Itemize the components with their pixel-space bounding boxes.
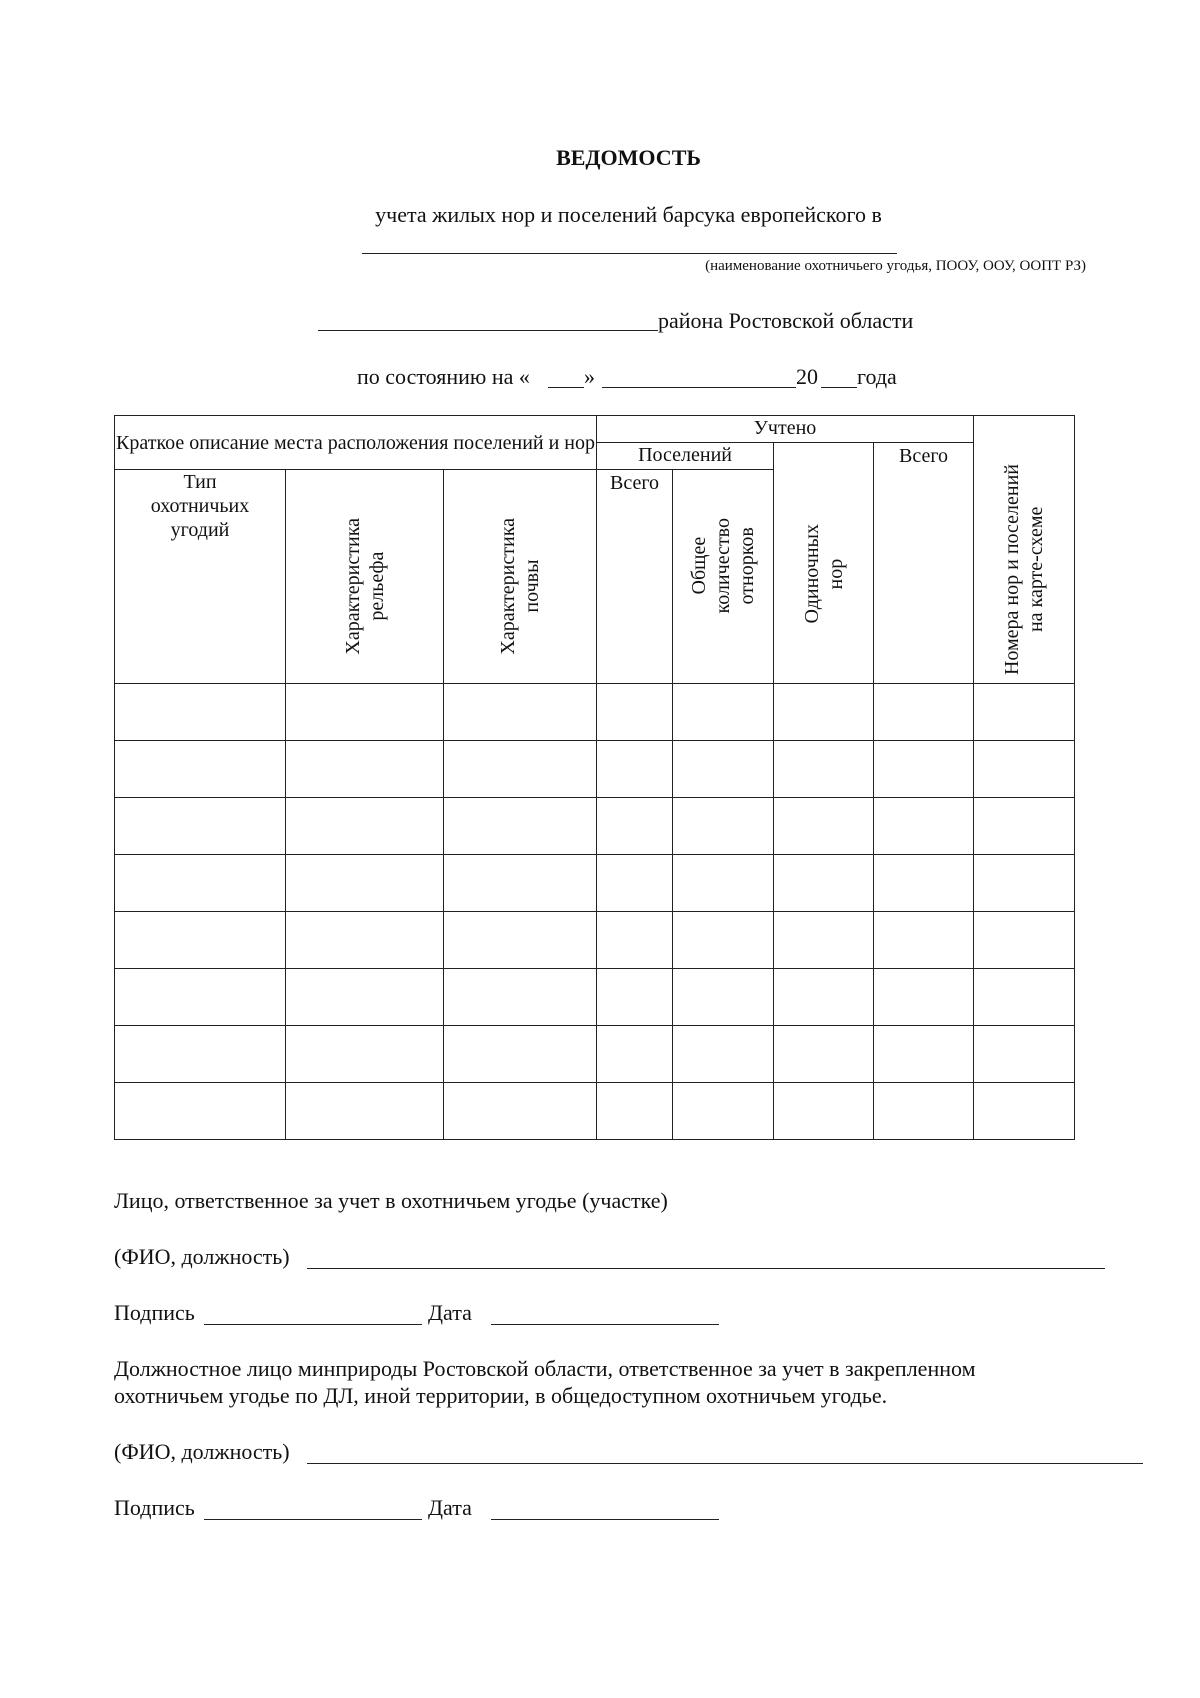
table-cell[interactable]: [286, 684, 444, 741]
date-line[interactable]: [491, 1324, 719, 1325]
header-relief: [286, 470, 444, 684]
table-cell[interactable]: [673, 1026, 774, 1083]
table-cell[interactable]: [774, 912, 874, 969]
date-year-line[interactable]: [821, 387, 857, 388]
table-cell[interactable]: [597, 684, 673, 741]
table-cell[interactable]: [115, 855, 286, 912]
district-name-line[interactable]: [318, 330, 658, 331]
table-cell[interactable]: [597, 1083, 673, 1140]
official-label-line1: Должностное лицо минприроды Ростовской области, ответственное за учет в закрепленном: [114, 1356, 976, 1381]
table-cell[interactable]: [673, 969, 774, 1026]
table-cell[interactable]: [286, 1083, 444, 1140]
table-row: [115, 855, 1075, 912]
header-map-numbers-text: Номера нор и поселений на карте-схеме: [1001, 463, 1048, 675]
table-cell[interactable]: [115, 798, 286, 855]
hunting-ground-name-line[interactable]: [362, 253, 897, 254]
header-hunting-type: Тип охотничьих угодий: [115, 470, 286, 684]
table-cell[interactable]: [974, 912, 1075, 969]
header-settlements-group: Поселений: [597, 443, 774, 470]
date-day-line[interactable]: [548, 387, 584, 388]
responsible-person-label: Лицо, ответственное за учет в охотничьем угодье (участке): [114, 1188, 668, 1213]
signature-label-2: Подпись: [114, 1495, 195, 1520]
header-counted-group: Учтено: [597, 416, 974, 443]
table-cell[interactable]: [774, 1083, 874, 1140]
header-description-text: Краткое описание места расположения поселений и нор: [116, 431, 596, 454]
signature-label: Подпись: [114, 1300, 195, 1325]
table-row: [115, 1026, 1075, 1083]
table-cell[interactable]: [673, 855, 774, 912]
table-row: [115, 1083, 1075, 1140]
table-cell[interactable]: [597, 798, 673, 855]
date-prefix: по состоянию на «: [357, 364, 530, 389]
table-cell[interactable]: [597, 741, 673, 798]
signature-line-2[interactable]: [204, 1519, 422, 1520]
census-table: [114, 415, 1075, 1140]
table-cell[interactable]: [115, 912, 286, 969]
table-cell[interactable]: [874, 855, 974, 912]
header-description-group: [115, 416, 597, 470]
table-cell[interactable]: [444, 969, 597, 1026]
fio-line[interactable]: [307, 1268, 1105, 1269]
table-cell[interactable]: [673, 741, 774, 798]
table-cell[interactable]: [673, 684, 774, 741]
table-cell[interactable]: [974, 855, 1075, 912]
table-cell[interactable]: [874, 1083, 974, 1140]
table-cell[interactable]: [774, 741, 874, 798]
table-row: [115, 912, 1075, 969]
table-cell[interactable]: [115, 1083, 286, 1140]
document-title: ВЕДОМОСТЬ: [556, 145, 701, 170]
table-cell[interactable]: [673, 798, 774, 855]
table-row: [115, 684, 1075, 741]
table-row: [115, 969, 1075, 1026]
table-cell[interactable]: [774, 969, 874, 1026]
table-cell[interactable]: [286, 912, 444, 969]
header-map-numbers: [974, 416, 1075, 684]
header-soil-text: Характеристика почвы: [497, 518, 543, 655]
table-cell[interactable]: [286, 741, 444, 798]
table-cell[interactable]: [774, 684, 874, 741]
table-cell[interactable]: [774, 798, 874, 855]
table-cell[interactable]: [444, 912, 597, 969]
date-year-prefix: 20: [796, 364, 818, 389]
table-cell[interactable]: [286, 798, 444, 855]
table-cell[interactable]: [597, 969, 673, 1026]
header-total-settlements: Всего: [597, 470, 673, 684]
date-quote-close: »: [584, 364, 595, 389]
table-cell[interactable]: [673, 1083, 774, 1140]
table-cell[interactable]: [597, 855, 673, 912]
table-cell[interactable]: [974, 1026, 1075, 1083]
table-cell[interactable]: [974, 684, 1075, 741]
document-subtitle: учета жилых нор и поселений барсука европейского в: [375, 202, 882, 227]
table-cell[interactable]: [874, 969, 974, 1026]
table-cell[interactable]: [974, 798, 1075, 855]
table-cell[interactable]: [444, 855, 597, 912]
date-suffix: года: [857, 364, 897, 389]
table-row: [115, 798, 1075, 855]
header-total: Всего: [874, 443, 974, 684]
table-cell[interactable]: [115, 741, 286, 798]
table-row: [115, 741, 1075, 798]
table-cell[interactable]: [874, 741, 974, 798]
official-label-line2: охотничьем угодье по ДЛ, иной территории, в общедоступном охотничьем угодье.: [114, 1383, 888, 1408]
table-cell[interactable]: [597, 912, 673, 969]
date-label: Дата: [428, 1300, 472, 1325]
header-relief-text: Характеристика рельефа: [341, 518, 388, 655]
header-single-burrows-text: Одиночных нор: [800, 523, 847, 623]
fio-label-2: (ФИО, должность): [114, 1439, 290, 1464]
district-suffix: района Ростовской области: [658, 308, 914, 333]
table-cell[interactable]: [115, 684, 286, 741]
table-cell[interactable]: [444, 798, 597, 855]
signature-line[interactable]: [204, 1324, 422, 1325]
table-cell[interactable]: [115, 1026, 286, 1083]
date-month-line[interactable]: [602, 387, 796, 388]
fio-line-2[interactable]: [307, 1463, 1143, 1464]
table-cell[interactable]: [774, 855, 874, 912]
date-line-2[interactable]: [491, 1519, 719, 1520]
table-cell[interactable]: [974, 969, 1075, 1026]
table-body: [115, 684, 1075, 1140]
table-cell[interactable]: [874, 684, 974, 741]
table-cell[interactable]: [444, 1083, 597, 1140]
header-soil: [444, 470, 597, 684]
fio-label: (ФИО, должность): [114, 1244, 290, 1269]
date-label-2: Дата: [428, 1495, 472, 1520]
table-cell[interactable]: [774, 1026, 874, 1083]
header-single-burrows: [774, 443, 874, 684]
table-cell[interactable]: [286, 969, 444, 1026]
header-total-burrows-text: Общее количество отнорков: [688, 517, 759, 613]
table-cell[interactable]: [974, 741, 1075, 798]
header-total-burrows: [673, 470, 774, 684]
table-cell[interactable]: [444, 684, 597, 741]
table-cell[interactable]: [115, 969, 286, 1026]
hunting-ground-name-note: (наименование охотничьего угодья, ПООУ, ООУ, ООПТ РЗ): [705, 258, 1086, 274]
table-cell[interactable]: [874, 798, 974, 855]
table-cell[interactable]: [597, 1026, 673, 1083]
table-cell[interactable]: [286, 1026, 444, 1083]
table-cell[interactable]: [874, 912, 974, 969]
table-cell[interactable]: [673, 912, 774, 969]
table-cell[interactable]: [874, 1026, 974, 1083]
table-cell[interactable]: [974, 1083, 1075, 1140]
table-cell[interactable]: [444, 741, 597, 798]
table-cell[interactable]: [286, 855, 444, 912]
table-cell[interactable]: [444, 1026, 597, 1083]
